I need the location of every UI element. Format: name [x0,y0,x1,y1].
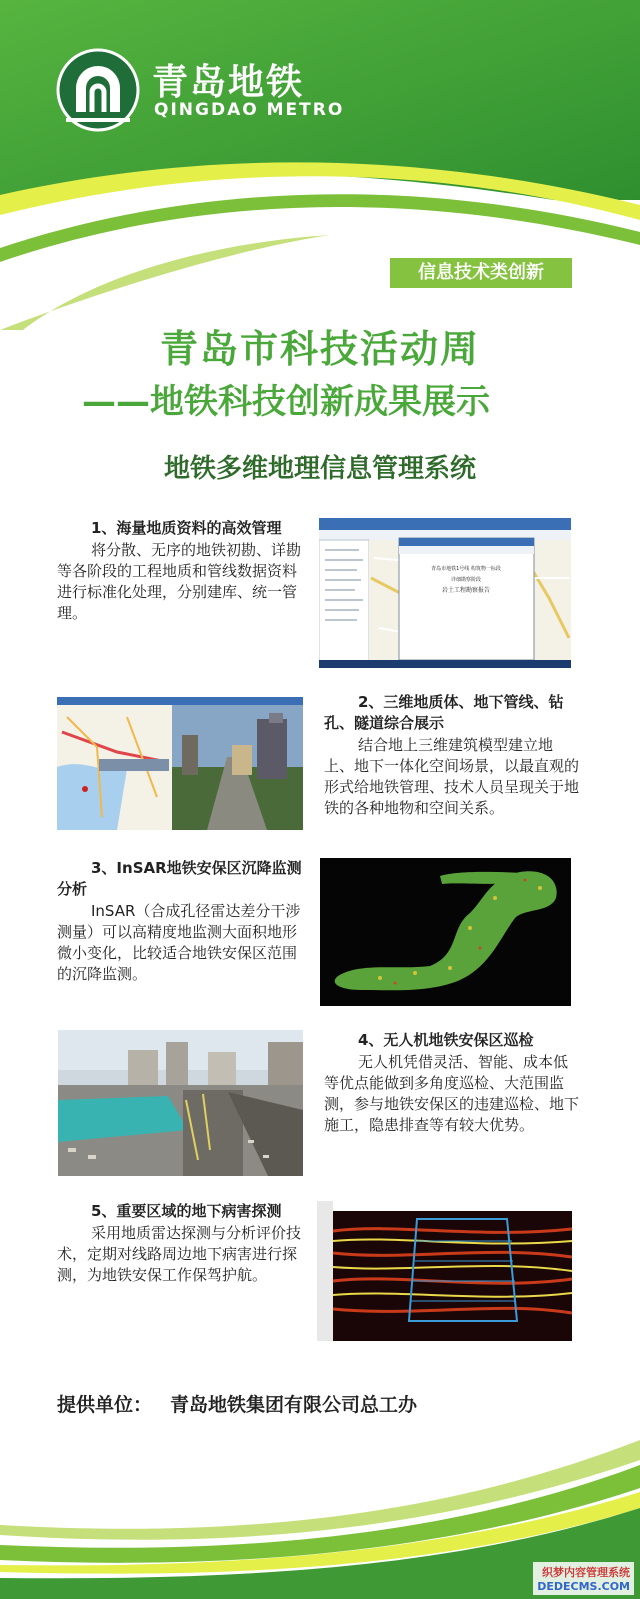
category-tag: 信息技术类创新 [390,258,572,288]
watermark-en: DEDECMS.COM [537,1580,630,1593]
watermark-cn: 织梦内容管理系统 [542,1566,630,1579]
gis-software-screenshot [319,518,571,668]
watermark [533,1562,634,1595]
section-body: 采用地质雷达探测与分析评价技术，定期对线路周边地下病害进行探测，为地铁安保工作保驾护航。 [57,1224,302,1284]
subtitle: 地铁多维地理信息管理系统 [163,454,476,484]
logo-text-cn: 青岛地铁 [152,62,305,103]
main-title-line2: ——地铁科技创新成果展示 [82,382,490,422]
section-3 [57,858,307,985]
section-1 [57,518,307,624]
section-title: 2、三维地质体、地下管线、钻孔、隧道综合展示 [324,693,564,732]
doc-line1: 青岛市地铁1号线 构筑物一标段 [431,566,501,572]
section-2 [324,692,582,819]
section-title: 4、无人机地铁安保区巡检 [358,1031,534,1049]
section-body: InSAR（合成孔径雷达差分干涉测量）可以高精度地监测大面积地形微小变化，比较适合地铁安保区范围的沉降监测。 [57,902,301,983]
section-title: 1、海量地质资料的高效管理 [91,519,282,537]
main-title: 青岛市科技活动周 [159,327,480,371]
logo-text-en: QINGDAO METRO [154,100,345,120]
doc-line2: 详细勘察阶段 [450,577,482,583]
logo [56,48,346,138]
gpr-radar-image [317,1201,572,1341]
doc-line3: 岩土工程勘察报告 [441,587,491,594]
section-5 [57,1201,307,1286]
drone-aerial-photo [58,1030,303,1176]
section-body: 无人机凭借灵活、智能、成本低等优点能做到多角度巡检、大范围监测，参与地铁安保区的违建巡检、地下施工，隐患排查等有较大优势。 [324,1053,580,1134]
provider-line [57,1390,435,1417]
provider-label: 提供单位： [57,1394,153,1416]
3d-geology-screenshot [57,697,303,830]
metro-logo-icon [56,48,140,132]
section-body: 将分散、无序的地铁初勘、详勘等各阶段的工程地质和管线数据资料进行标准化处理，分别建库、统一管理。 [57,541,302,622]
section-title: 5、重要区域的地下病害探测 [91,1202,282,1220]
provider-name: 青岛地铁集团有限公司总工办 [170,1394,418,1416]
insar-map-image [320,858,571,1006]
section-body: 结合地上三维建筑模型建立地上、地下一体化空间场景，以最直观的形式给地铁管理、技术人员呈现关于地铁的各种地物和空间关系。 [324,736,580,817]
section-title: 3、InSAR地铁安保区沉降监测分析 [57,859,302,898]
section-4 [324,1030,582,1136]
